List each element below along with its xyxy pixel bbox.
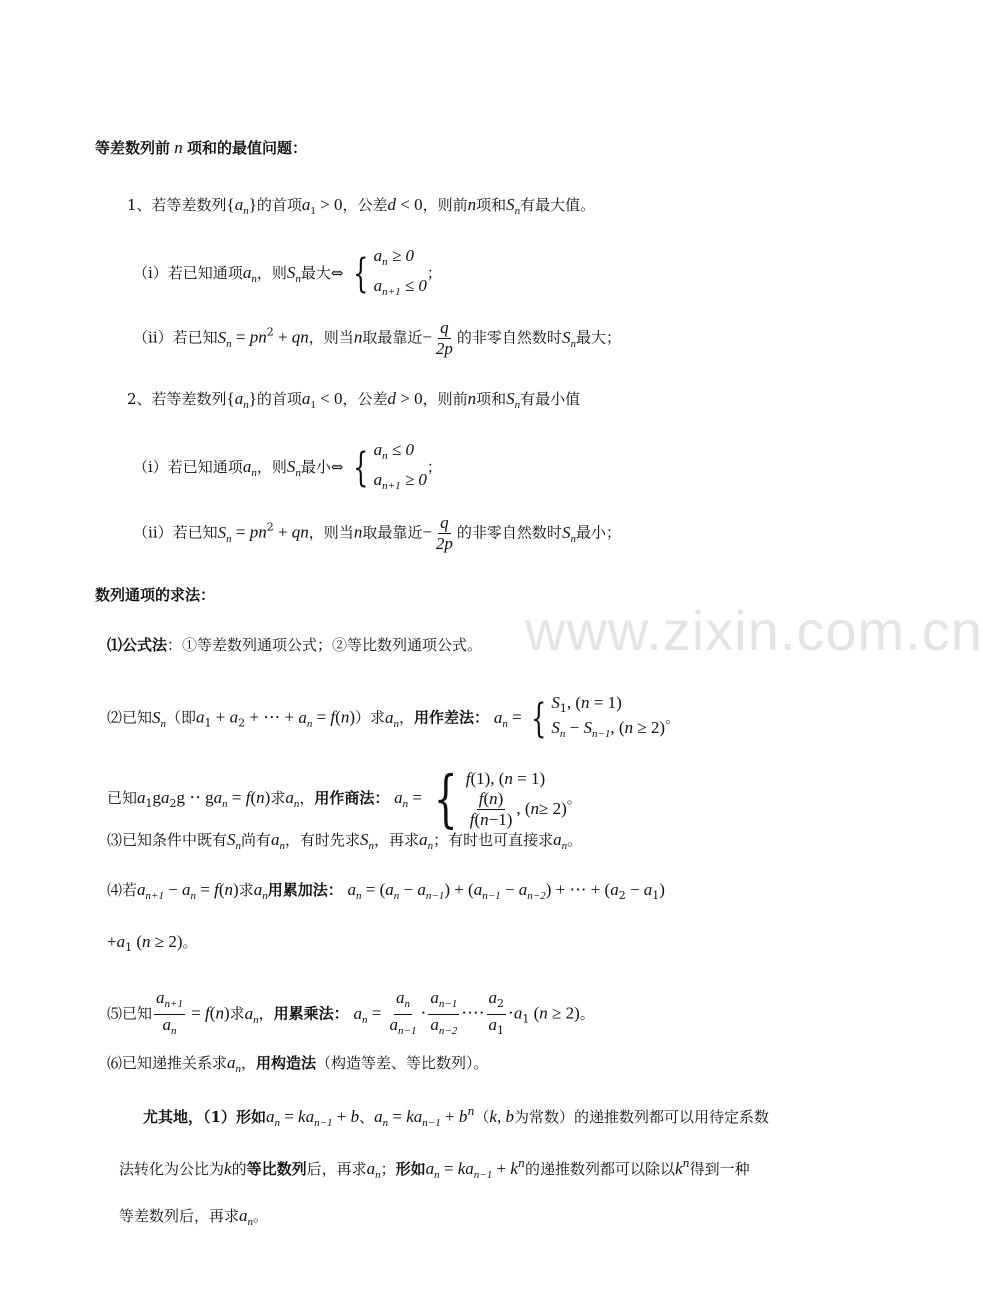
item2-statement: 2、若等差数列$\{a_n\}$的首项$a_1 < 0$，公差d > 0，则前n项和$S_n$有最小值 <box>127 389 581 411</box>
method-accumulation: ⑷若$a_{n+1} - a_n = f(n)$求$a_n$用累加法： $a_n = (a_n - a_{n-1}) + (a_{n-1} - a_{n-2})$ + ⋯ + $(a_2 - a_1)$ <box>107 880 665 902</box>
special-case-line1: 尤其地，（1）形如$a_n = ka_{n-1} + b$、$a_n = ka_{n-1} + b^n(k$, b为常数）的递推数列都可以用待定系数 <box>143 1105 769 1129</box>
method-construction: ⑹已知递推关系求$a_n$，用构造法（构造等差、等比数列）。 <box>107 1053 489 1075</box>
special-case-line3: 等差数列后，再求$a_n$。 <box>119 1206 269 1228</box>
item1-case-i: （ⅰ）若已知通项$a_n$，则$S_n$最大⇔ { $a_n \ge 0$ $a_{n+1} \le 0$ ； <box>133 246 442 298</box>
watermark: www.zixin.com.cn <box>525 599 983 662</box>
method-accumulation-cont: $+a_1$ (n ≥ 2)。 <box>107 932 198 954</box>
method-quotient: 已知$a_1ga_2g \cdot\cdot ga_n = f(n)$求$a_n$，用作商法： $a_n$ = { f(1), (n = 1) $\frac{f(n)}{f(n-1)}$ , ( n ≥ 2) 。 <box>107 762 582 835</box>
item1-case-ii: （ⅱ）若已知$S_n = pn^2$ + qn，则当n取最靠近− $\frac{q}{2p}$ 的非零自然数时$S_n$最大； <box>133 318 621 358</box>
item1-statement: 1、若等差数列$\{a_n\}$的首项$a_1 > 0$，公差d < 0，则前n项和$S_n$有最大值。 <box>127 195 596 217</box>
item2-case-ii: （ⅱ）若已知$S_n = pn^2$ + qn，则当n取最靠近− $\frac{q}{2p}$ 的非零自然数时$S_n$最小； <box>133 513 621 553</box>
item2-case-i: （ⅰ）若已知通项$a_n$，则$S_n$最小⇔ { $a_n \le 0$ $a_{n+1} \ge 0$ ； <box>133 440 442 492</box>
special-case-line2: 法转化为公比为k的等比数列后，再求$a_n$；形如$a_n = ka_{n-1} + k^n$的递推数列都可以除以$k^n$得到一种 <box>119 1157 750 1181</box>
section-title-extremum: 等差数列前 n 项和的最值问题： <box>95 138 308 157</box>
method-formula: ⑴公式法：①等差数列通项公式；②等比数列通项公式。 <box>107 636 483 654</box>
method-multiplication: ⑸已知 $\frac{a_{n+1}}{a_n}$ = f(n)求$a_n$，用累乘法： $a_n$ = $\frac{a_n}{a_{n-1}}$ ⋅ $\frac{a_{n-1}}{a_{n-2}}$ ⋅⋅⋅⋅ $\frac{a_2}{a_1}$ $\cdot a_1$ (n ≥ 2)。 <box>107 988 595 1037</box>
method-difference: ⑵已知$S_n$（即$a_1 + a_2$ + ⋯ + $a_n = f(n)$）求$a_n$，用作差法： $a_n$ = { $S_1$, (n = 1) $S_n - S_{n-1}$, (n ≥ 2) 。 <box>107 693 681 742</box>
method-mixed: ⑶已知条件中既有$S_n$尚有$a_n$，有时先求$S_n$，再求$a_n$；有时也可直接求$a_n$。 <box>107 830 583 852</box>
section-title-general-term: 数列通项的求法： <box>95 586 216 604</box>
